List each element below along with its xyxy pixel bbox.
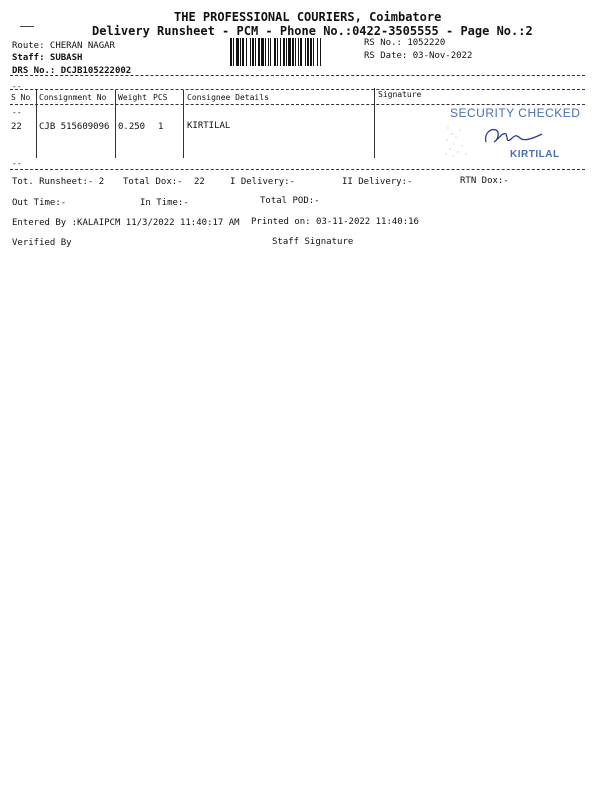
col-header-pcs: PCS: [153, 93, 168, 102]
staff-label: Staff: SUBASH: [12, 53, 83, 63]
row-consignee: KIRTILAL: [187, 121, 231, 131]
entered-by: Entered By :KALAIPCM 11/3/2022 11:40:17 AM: [12, 218, 240, 228]
table-top-rule: [10, 75, 585, 76]
rs-number: RS No.: 1052220: [364, 38, 446, 48]
total-dox-value: 22: [194, 177, 205, 187]
row-consignment: CJB 515609096: [39, 122, 110, 132]
i-delivery: I Delivery:-: [230, 177, 296, 187]
rule-dash-mark: --: [12, 108, 22, 117]
in-time: In Time:-: [140, 198, 189, 208]
verified-by: Verified By: [12, 238, 72, 248]
rule-dash-mark: --: [12, 159, 22, 168]
company-title: THE PROFESSIONAL COURIERS, Coimbatore: [174, 10, 442, 24]
rule-dash-mark: --: [12, 82, 22, 91]
stamp-line-2: KIRTILAL: [510, 149, 560, 160]
ii-delivery: II Delivery:-: [342, 177, 413, 187]
staff-signature: Staff Signature: [272, 237, 354, 247]
col-header-sno: S No: [11, 93, 31, 102]
runsheet-title: Delivery Runsheet - PCM - Phone No.:0422-3505555 - Page No.:2: [92, 24, 533, 38]
stamp-line-1: SECURITY CHECKED: [450, 106, 581, 120]
table-bottom-rule: [10, 169, 585, 170]
row-sno: 22: [11, 122, 22, 132]
col-divider: [115, 90, 116, 158]
total-pod: Total POD:-: [260, 196, 320, 206]
route-label: Route: CHERAN NAGAR: [12, 41, 115, 51]
header-top-rule: [10, 89, 585, 90]
barcode: [230, 38, 354, 66]
scan-mark: [20, 26, 34, 27]
row-weight: 0.250: [118, 122, 146, 132]
col-divider: [374, 88, 375, 158]
out-time: Out Time:-: [12, 198, 67, 208]
col-header-weight: Weight: [118, 93, 147, 102]
barcode-bars: [230, 38, 321, 66]
total-dox-label: Total Dox:-: [123, 177, 183, 187]
col-header-consignment: Consignment No: [39, 93, 107, 102]
drs-number: DRS No.: DCJB105222002: [12, 66, 132, 76]
col-header-consignee: Consignee Details: [187, 93, 269, 102]
signature-scribble: [486, 130, 542, 142]
row-pcs: 1: [158, 122, 164, 132]
col-divider: [36, 90, 37, 158]
col-divider: [183, 90, 184, 158]
rs-date: RS Date: 03-Nov-2022: [364, 51, 473, 61]
total-runsheet: Tot. Runsheet:- 2: [12, 177, 105, 187]
col-header-signature: Signature: [378, 90, 422, 99]
security-checked-stamp: [444, 104, 584, 160]
rtn-dox: RTN Dox:-: [460, 176, 509, 186]
printed-on: Printed on: 03-11-2022 11:40:16: [251, 217, 419, 227]
